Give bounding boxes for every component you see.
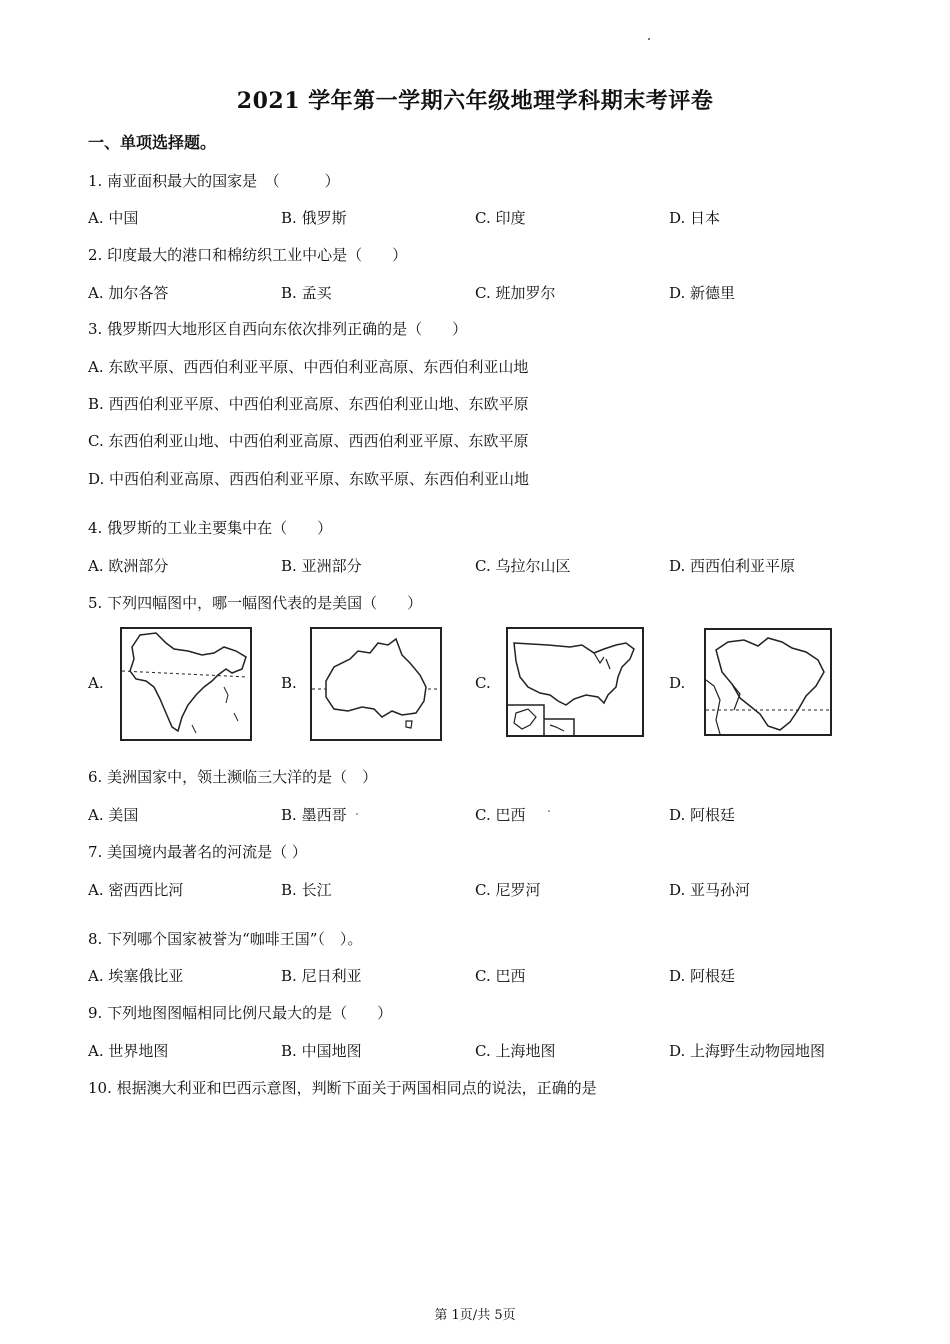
option-9b[interactable]: B. 中国地图 — [281, 1042, 362, 1060]
option-7c[interactable]: C. 尼罗河 — [475, 881, 541, 899]
option-4a[interactable]: A. 欧洲部分 — [88, 557, 169, 575]
question-7 — [88, 841, 307, 862]
question-number: 9. — [88, 1004, 103, 1022]
question-stem: 美洲国家中，领土濒临三大洋的是（ ） — [107, 768, 378, 786]
question-stem: 根据澳大利亚和巴西示意图，判断下面关于两国相同点的说法，正确的是 — [116, 1079, 597, 1097]
option-4b[interactable]: B. 亚洲部分 — [281, 557, 362, 575]
scan-speck — [648, 38, 650, 40]
option-7d[interactable]: D. 亚马孙河 — [669, 881, 751, 899]
option-1d[interactable]: D. 日本 — [669, 209, 721, 227]
option-2b[interactable]: B. 孟买 — [281, 284, 332, 302]
option-6c[interactable]: C. 巴西 — [475, 806, 526, 824]
option-6a[interactable]: A. 美国 — [88, 806, 139, 824]
option-1b[interactable]: B. 俄罗斯 — [281, 209, 347, 227]
question-stem: 南亚面积最大的国家是 （ ） — [107, 172, 340, 190]
option-4d[interactable]: D. 西西伯利亚平原 — [669, 557, 796, 575]
scan-speck — [356, 813, 358, 815]
option-4c[interactable]: C. 乌拉尔山区 — [475, 557, 571, 575]
question-5 — [88, 592, 422, 613]
question-number: 3. — [88, 320, 103, 338]
option-1a[interactable]: A. 中国 — [88, 209, 139, 227]
question-stem: 下列四幅图中，哪一幅图代表的是美国（ ） — [107, 594, 423, 612]
usa-map-icon[interactable] — [506, 627, 644, 737]
question-6 — [88, 766, 377, 787]
question-number: 2. — [88, 246, 103, 264]
question-10 — [88, 1077, 597, 1098]
question-stem: 美国境内最著名的河流是（ ） — [107, 843, 307, 861]
exam-title: 2021 学年第一学期六年级地理学科期末考评卷 — [236, 88, 714, 114]
option-3d[interactable]: D. 中西伯利亚高原、西西伯利亚平原、东欧平原、东西伯利亚山地 — [88, 470, 530, 488]
page-footer: 第 1页/共 5页 — [434, 1308, 516, 1323]
option-6d[interactable]: D. 阿根廷 — [669, 806, 736, 824]
question-3 — [88, 318, 467, 339]
option-2d[interactable]: D. 新德里 — [669, 284, 736, 302]
option-5b-label[interactable]: B. — [281, 674, 297, 692]
option-5d-label[interactable]: D. — [669, 674, 686, 692]
scan-speck — [548, 810, 550, 812]
option-3a[interactable]: A. 东欧平原、西西伯利亚平原、中西伯利亚高原、东西伯利亚山地 — [88, 358, 529, 376]
question-9 — [88, 1002, 392, 1023]
question-stem: 印度最大的港口和棉纺织工业中心是（ ） — [107, 246, 408, 264]
question-stem: 俄罗斯的工业主要集中在（ ） — [107, 519, 333, 537]
option-2a[interactable]: A. 加尔各答 — [88, 284, 169, 302]
option-1c[interactable]: C. 印度 — [475, 209, 526, 227]
question-number: 5. — [88, 594, 103, 612]
section-heading: 一、单项选择题。 — [88, 133, 217, 152]
question-number: 6. — [88, 768, 103, 786]
brazil-map-icon[interactable] — [704, 628, 832, 736]
option-8a[interactable]: A. 埃塞俄比亚 — [88, 967, 184, 985]
question-2 — [88, 244, 407, 265]
question-stem: 下列哪个国家被誉为“咖啡王国”（ ）。 — [107, 930, 363, 948]
option-3c[interactable]: C. 东西伯利亚山地、中西伯利亚高原、西西伯利亚平原、东欧平原 — [88, 432, 529, 450]
question-4 — [88, 517, 332, 538]
question-number: 8. — [88, 930, 103, 948]
question-stem: 下列地图图幅相同比例尺最大的是（ ） — [107, 1004, 393, 1022]
question-stem: 俄罗斯四大地形区自西向东依次排列正确的是（ ） — [107, 320, 468, 338]
india-map-icon[interactable] — [120, 627, 252, 741]
question-number: 1. — [88, 172, 103, 190]
option-7a[interactable]: A. 密西西比河 — [88, 881, 184, 899]
question-1 — [88, 170, 340, 191]
option-2c[interactable]: C. 班加罗尔 — [475, 284, 556, 302]
option-8b[interactable]: B. 尼日利亚 — [281, 967, 362, 985]
option-3b[interactable]: B. 西西伯利亚平原、中西伯利亚高原、东西伯利亚山地、东欧平原 — [88, 395, 529, 413]
option-8d[interactable]: D. 阿根廷 — [669, 967, 736, 985]
option-8c[interactable]: C. 巴西 — [475, 967, 526, 985]
option-5a-label[interactable]: A. — [88, 674, 104, 692]
option-9a[interactable]: A. 世界地图 — [88, 1042, 169, 1060]
option-9d[interactable]: D. 上海野生动物园地图 — [669, 1042, 826, 1060]
option-5c-label[interactable]: C. — [475, 674, 491, 692]
option-6b[interactable]: B. 墨西哥 — [281, 806, 347, 824]
option-9c[interactable]: C. 上海地图 — [475, 1042, 556, 1060]
question-number: 7. — [88, 843, 103, 861]
question-8 — [88, 928, 362, 949]
question-number: 10. — [88, 1079, 112, 1097]
option-7b[interactable]: B. 长江 — [281, 881, 332, 899]
question-number: 4. — [88, 519, 103, 537]
australia-map-icon[interactable] — [310, 627, 442, 741]
